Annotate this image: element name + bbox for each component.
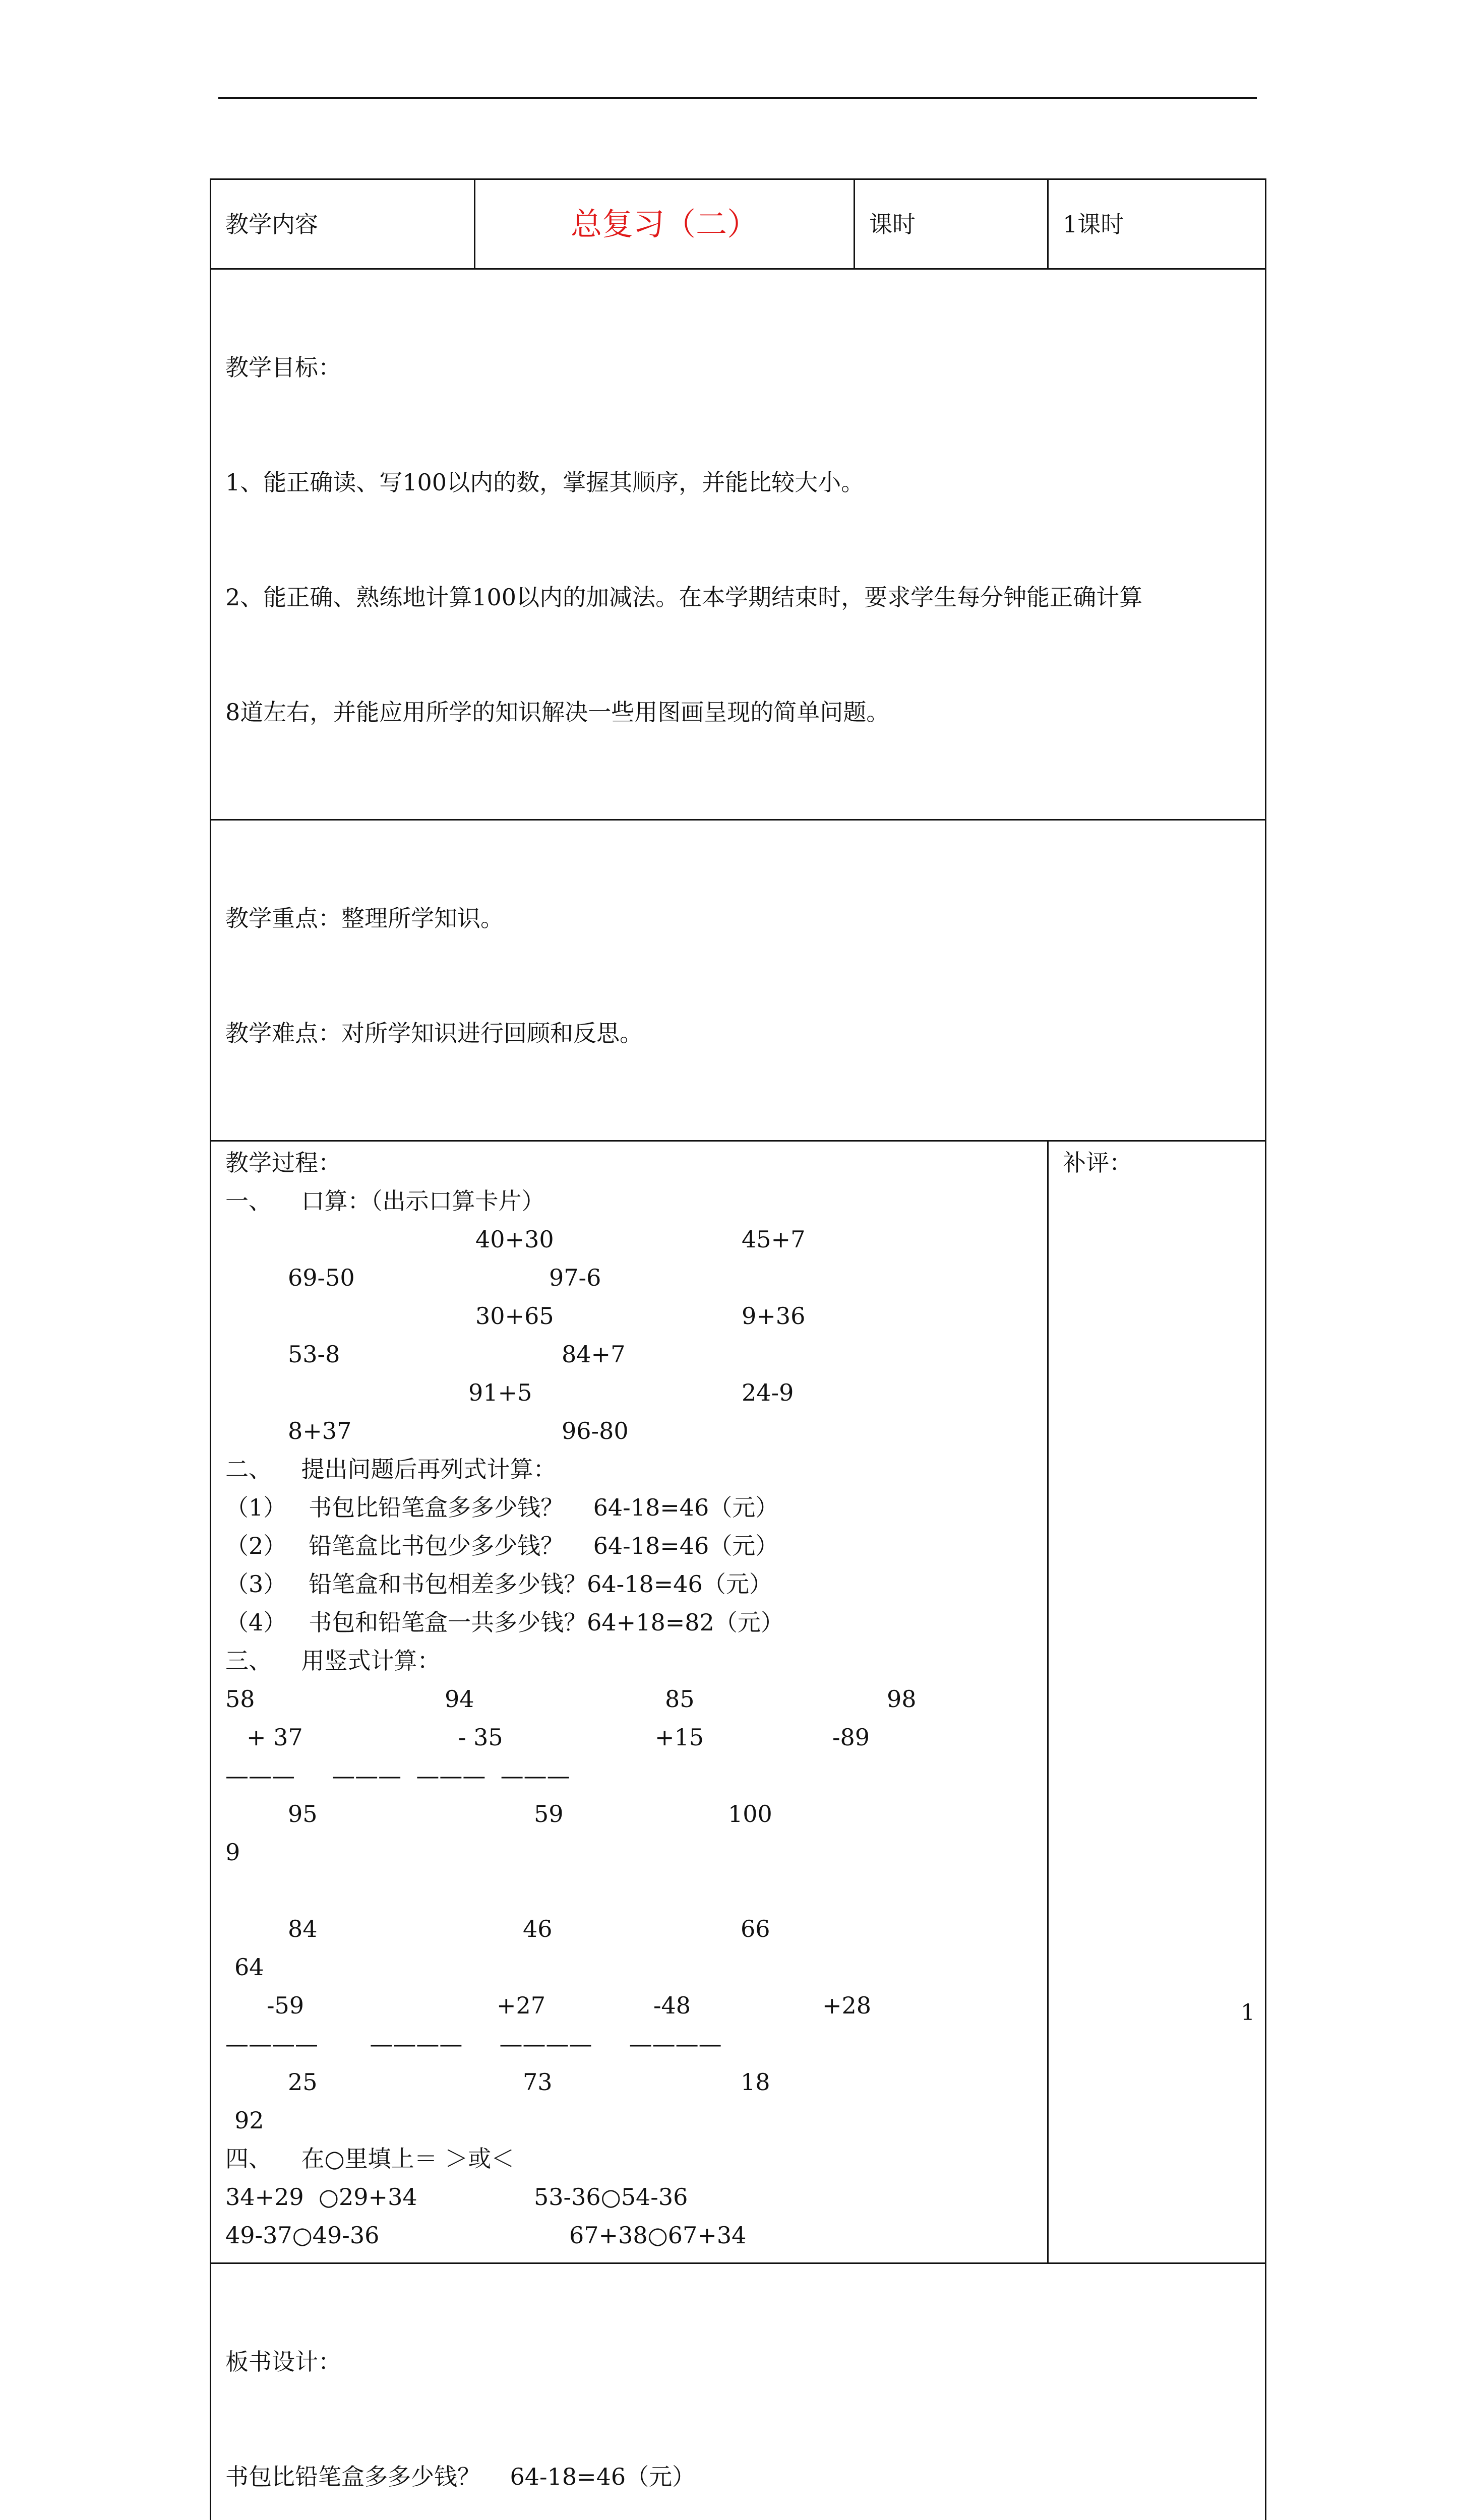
title-cell xyxy=(475,179,855,269)
period-value: 1课时 xyxy=(1049,205,1265,243)
vertical-operand: 66 xyxy=(741,1910,770,1948)
vertical-result: 95 xyxy=(288,1795,318,1833)
vertical-operand: 64 xyxy=(234,1948,264,1986)
objective-1: 1、能正确读、写100以内的数，掌握其顺序，并能比较大小。 xyxy=(225,463,1251,501)
remarks-cell xyxy=(1048,1141,1266,2263)
vertical-operand: +27 xyxy=(497,1986,545,2025)
vertical-result: 9 xyxy=(225,1833,240,1871)
oral-item: 84+7 xyxy=(562,1335,625,1373)
oral-item: 69-50 xyxy=(288,1258,355,1297)
oral-item: 53-8 xyxy=(288,1335,340,1373)
oral-item: 9+36 xyxy=(742,1297,805,1335)
compare-item: 34+29 ○29+34 xyxy=(225,2178,417,2216)
vertical-operand: +15 xyxy=(655,1718,704,1756)
vertical-result: 92 xyxy=(234,2101,264,2139)
period-label: 课时 xyxy=(855,205,1047,243)
page-number: 1 xyxy=(1241,2000,1255,2026)
vertical-rule: ———— ———— ———— ———— xyxy=(225,2025,722,2063)
vertical-operand: -59 xyxy=(267,1986,304,2025)
vertical-operand: 84 xyxy=(288,1910,318,1948)
vertical-operand: -48 xyxy=(653,1986,691,2025)
objectives-cell xyxy=(211,269,1266,820)
focus-cell xyxy=(211,820,1266,1141)
compare-item: 53-36○54-36 xyxy=(534,2178,688,2216)
key-point: 教学重点：整理所学知识。 xyxy=(225,899,1251,937)
oral-item: 91+5 xyxy=(468,1373,532,1412)
vertical-operand: - 35 xyxy=(458,1718,503,1756)
oral-item: 24-9 xyxy=(742,1373,794,1412)
lesson-title: 总复习（二） xyxy=(475,205,854,243)
oral-item: 96-80 xyxy=(562,1412,629,1450)
header-rule xyxy=(218,97,1257,99)
vertical-operand: + 37 xyxy=(247,1718,303,1756)
oral-item: 45+7 xyxy=(742,1220,805,1258)
vertical-operand: 46 xyxy=(523,1910,553,1948)
vertical-operand: 58 xyxy=(225,1680,255,1718)
board-heading: 板书设计： xyxy=(225,2343,1251,2381)
process-cell xyxy=(211,1141,1048,2263)
problem-4: （4） 书包和铅笔盒一共多少钱？64+18=82（元） xyxy=(225,1603,784,1642)
oral-item: 8+37 xyxy=(288,1412,351,1450)
section-1-title: 一、 口算：（出示口算卡片） xyxy=(225,1182,545,1220)
vertical-result: 100 xyxy=(728,1795,772,1833)
oral-item: 40+30 xyxy=(475,1220,554,1258)
vertical-result: 25 xyxy=(288,2063,318,2101)
vertical-result: 59 xyxy=(534,1795,564,1833)
vertical-operand: +28 xyxy=(822,1986,871,2025)
vertical-result: 73 xyxy=(523,2063,553,2101)
objectives-heading: 教学目标： xyxy=(225,348,1251,387)
problem-1: （1） 书包比铅笔盒多多少钱？ 64-18=46（元） xyxy=(225,1488,778,1527)
problem-3: （3） 铅笔盒和书包相差多少钱？64-18=46（元） xyxy=(225,1565,772,1603)
difficulty-point: 教学难点：对所学知识进行回顾和反思。 xyxy=(225,1014,1251,1052)
remarks-label: 补评： xyxy=(1049,1142,1265,1193)
content-label: 教学内容 xyxy=(211,205,474,243)
oral-item: 97-6 xyxy=(549,1258,601,1297)
lesson-plan-table xyxy=(210,178,1266,2520)
vertical-operand: -89 xyxy=(832,1718,870,1756)
vertical-result: 18 xyxy=(741,2063,770,2101)
process-heading: 教学过程： xyxy=(225,1144,341,1182)
period-value-cell xyxy=(1048,179,1266,269)
vertical-operand: 98 xyxy=(887,1680,917,1718)
vertical-rule: ——— ——— ——— ——— xyxy=(225,1756,570,1795)
objective-2-cont: 8道左右，并能应用所学的知识解决一些用图画呈现的简单问题。 xyxy=(225,693,1251,731)
section-3-title: 三、 用竖式计算： xyxy=(225,1642,441,1680)
problem-2: （2） 铅笔盒比书包少多少钱？ 64-18=46（元） xyxy=(225,1527,778,1565)
compare-item: 49-37○49-36 xyxy=(225,2216,379,2254)
section-2-title: 二、 提出问题后再列式计算： xyxy=(225,1450,557,1488)
vertical-operand: 94 xyxy=(445,1680,474,1718)
section-4-title: 四、 在○里填上＝ ＞或＜ xyxy=(225,2139,514,2178)
board-line-1: 书包比铅笔盒多多少钱？ 64-18=46（元） xyxy=(225,2458,1251,2496)
oral-item: 30+65 xyxy=(475,1297,554,1335)
compare-item: 67+38○67+34 xyxy=(569,2216,746,2254)
period-label-cell xyxy=(855,179,1048,269)
objective-2: 2、能正确、熟练地计算100以内的加减法。在本学期结束时，要求学生每分钟能正确计算 xyxy=(225,578,1251,616)
content-label-cell xyxy=(211,179,475,269)
vertical-operand: 85 xyxy=(665,1680,695,1718)
board-design-cell xyxy=(211,2263,1266,2520)
